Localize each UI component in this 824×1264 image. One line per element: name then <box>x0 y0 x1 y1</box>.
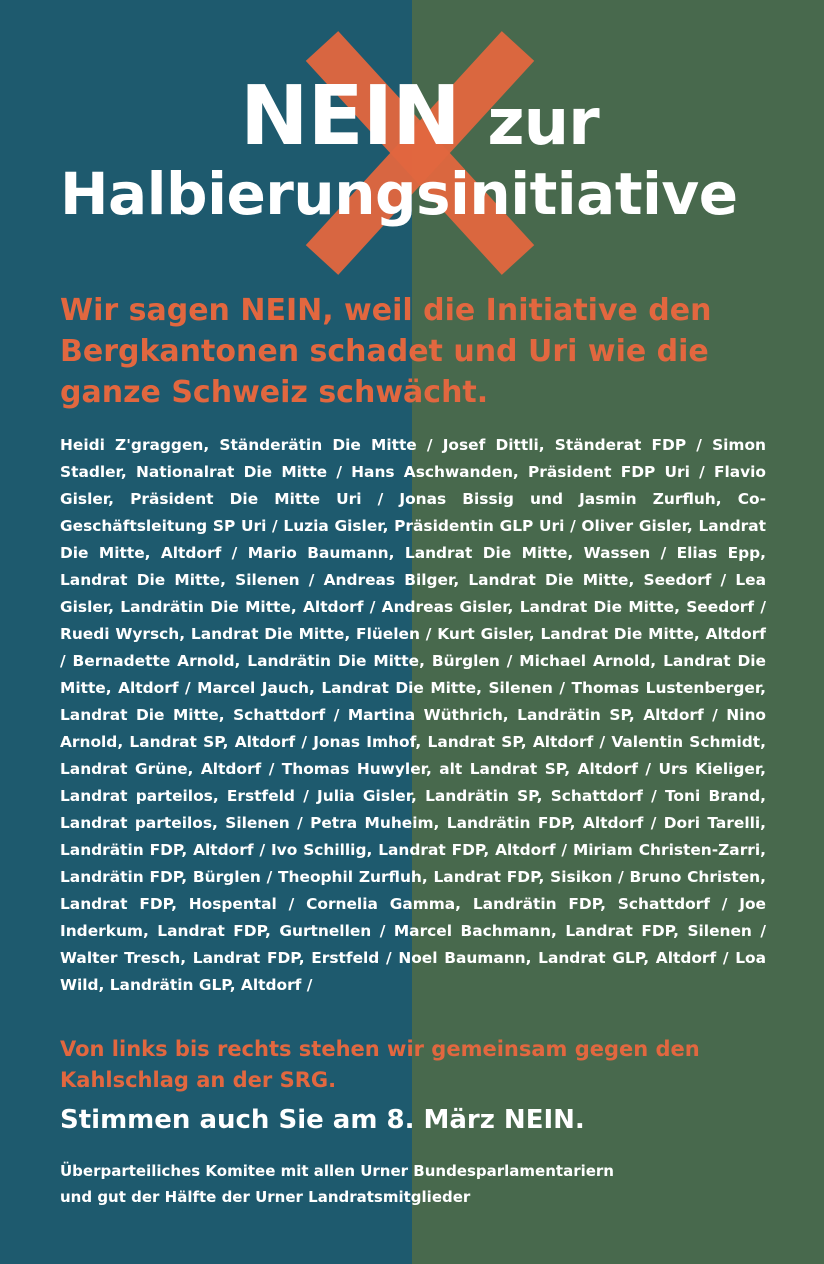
call-to-action: Stimmen auch Sie am 8. März NEIN. <box>60 1105 585 1135</box>
closing-statement: Von links bis rechts stehen wir gemeinsam gegen den Kahlschlag an der SRG. <box>60 1037 700 1092</box>
signatories-list: Heidi Z'graggen, Ständerätin Die Mitte / Josef Dittli, Ständerat FDP / Simon Stadler, Nationalrat Die Mitte / Hans Aschwanden, Präsident FDP Uri / Flavio Gisler, Präsident Die Mitte Uri / Jonas Bissig und Jasmin Zurfluh, Co-Geschäftsleitung SP Uri / Luzia Gisler, Präsidentin GLP Uri / Oliver Gisler, Landrat Die Mitte, Altdorf / Mario Baumann, Landrat Die Mitte, Wassen / Elias Epp, Landrat Die Mitte, Silenen / Andreas Bilger, Landrat Die Mitte, Seedorf / Lea Gisler, Landrätin Die Mitte, Altdorf / Andreas Gisler, Landrat Die Mitte, Seedorf / Ruedi Wyrsch, Landrat Die Mitte, Flüelen / Kurt Gisler, Landrat Die Mitte, Altdorf / Bernadette Arnold, Landrätin Die Mitte, Bürglen / Michael Arnold, Landrat Die Mitte, Altdorf / Marcel Jauch, Landrat Die Mitte, Silenen / Thomas Lustenberger, Landrat Die Mitte, Schattdorf / Martina Wüthrich, Landrätin SP, Altdorf / Nino Arnold, Landrat SP, Altdorf / Jonas Imhof, Landrat SP, Altdorf / Valentin Schmidt, Landrat Grüne, Altdorf / Thomas Huwyler, alt Landrat SP, Altdorf / Urs Kieliger, Landrat parteilos, Erstfeld / Julia Gisler, Landrätin SP, Schattdorf / Toni Brand, Landrat parteilos, Silenen / Petra Muheim, Landrätin FDP, Altdorf / Dori Tarelli, Landrätin FDP, Altdorf / Ivo Schillig, Landrat FDP, Altdorf / Miriam Christen-Zarri, Landrätin FDP, Bürglen / Theophil Zurfluh, Landrat FDP, Sisikon / Bruno Christen, Landrat FDP, Hospental / Cornelia Gamma, Landrätin FDP, Schattdorf / Joe Inderkum, Landrat FDP, Gurtnellen / Marcel Bachmann, Landrat FDP, Silenen / Walter Tresch, Landrat FDP, Erstfeld / Noel Baumann, Landrat GLP, Altdorf / Loa Wild, Landrätin GLP, Altdorf / <box>60 436 766 994</box>
committee-line-2: und gut der Hälfte der Urner Landratsmitglieder <box>60 1188 471 1206</box>
headline-line-2: Halbierungsinitiative <box>60 160 738 228</box>
headline-line-1 <box>240 69 599 168</box>
committee-note <box>60 1158 780 1210</box>
committee-line-1: Überparteiliches Komitee mit allen Urner Bundesparlamentariern <box>60 1162 614 1180</box>
subheading: Wir sagen NEIN, weil die Initiative den Bergkantonen schadet und Uri wie die ganze Schweiz schwächt. <box>60 293 712 410</box>
headline <box>0 0 824 280</box>
headline-zur: zur <box>487 86 599 160</box>
headline-nein: NEIN <box>240 69 460 164</box>
